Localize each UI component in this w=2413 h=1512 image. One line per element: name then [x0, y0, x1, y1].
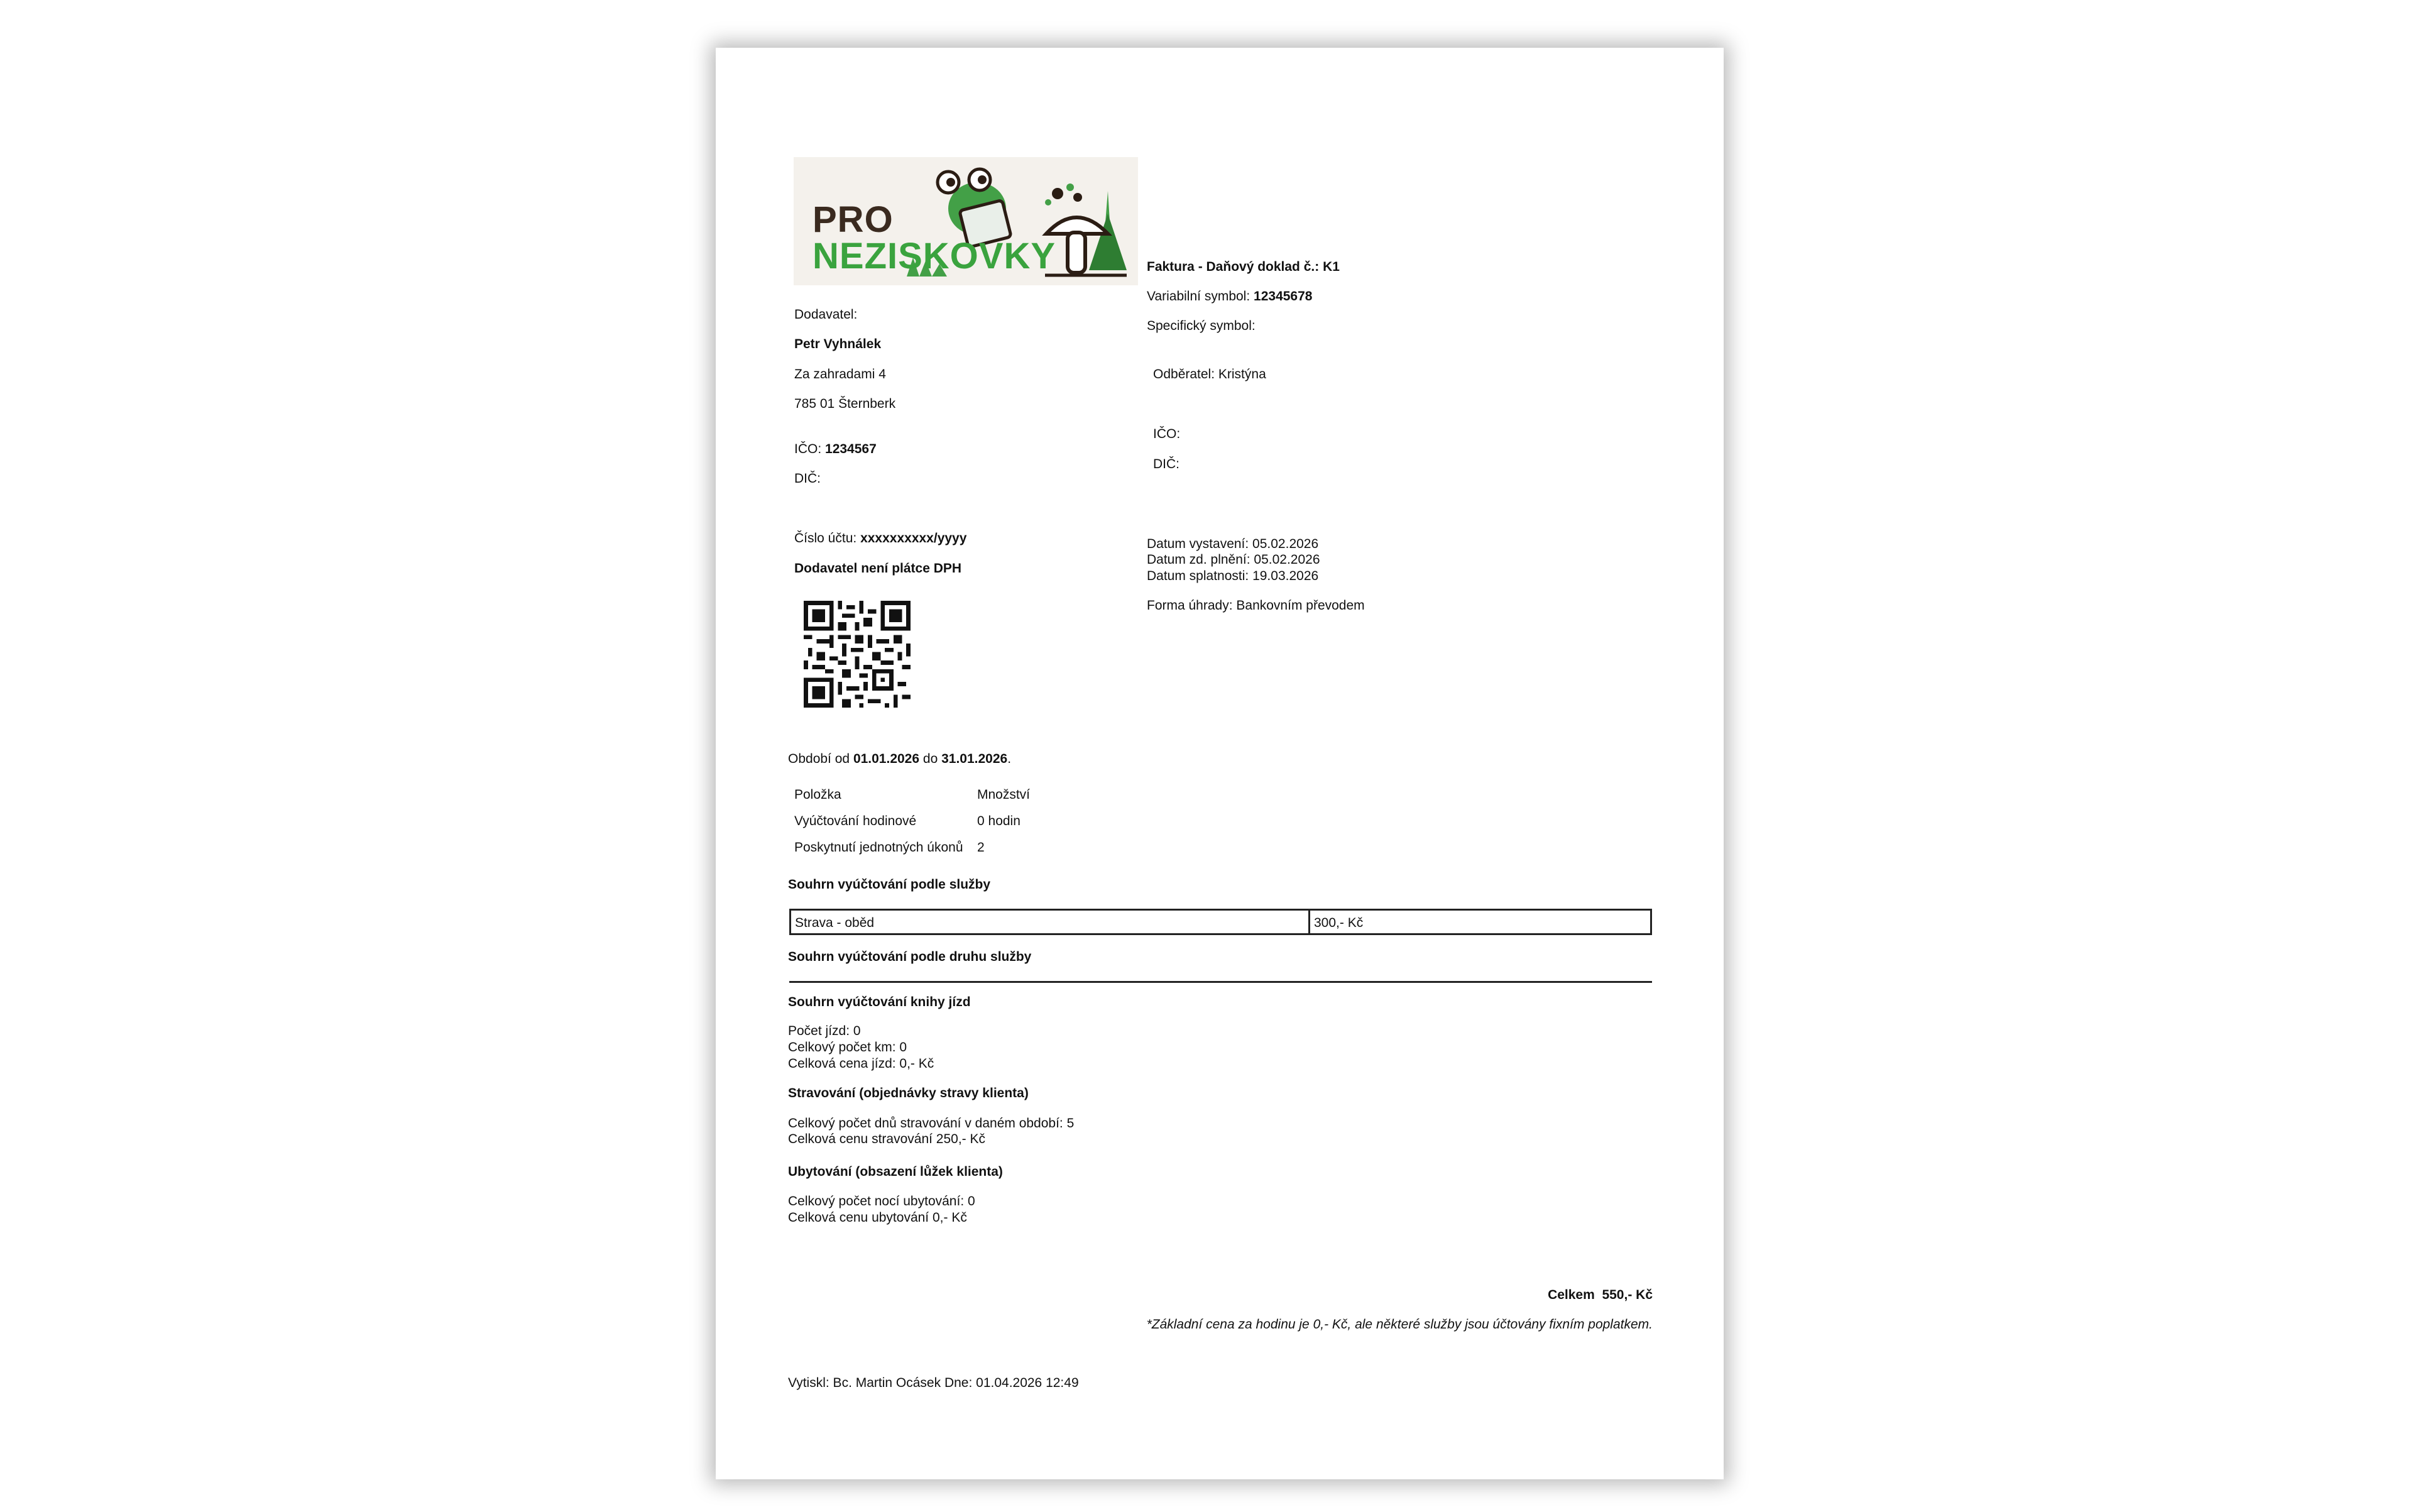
logo-text-neziskovky: NEZISKOVKY: [813, 236, 1056, 277]
variable-symbol: [1147, 289, 1312, 304]
service-name-cell: [791, 911, 1310, 933]
items-row-quantity: 0 hodin: [977, 814, 1020, 828]
meals-days: Celkový počet dnů stravování v daném období: 5: [788, 1116, 1075, 1131]
rides-heading: Souhrn vyúčtování knihy jízd: [788, 995, 971, 1009]
invoice-title: Faktura - Daňový doklad č.: K1: [1147, 260, 1340, 274]
summary-type-heading: Souhrn vyúčtování podle druhu služby: [788, 950, 1032, 964]
lodging-heading: Ubytování (obsazení lůžek klienta): [788, 1164, 1003, 1179]
section-divider: [789, 981, 1652, 983]
organization-logo: [794, 157, 1138, 285]
rides-km: Celkový počet km: 0: [788, 1040, 907, 1055]
supplier-ico-label: IČO:: [794, 442, 822, 456]
summary-service-heading: Souhrn vyúčtování podle služby: [788, 877, 991, 892]
meals-price: Celková cenu stravování 250,- Kč: [788, 1132, 985, 1146]
printed-by: Vytiskl: Bc. Martin Ocásek Dne: 01.04.2026 12:49: [788, 1376, 1079, 1390]
date-issued: Datum vystavení: 05.02.2026: [1147, 537, 1319, 551]
supplier-account-label: Číslo účtu:: [794, 531, 857, 545]
supplier-street: Za zahradami 4: [794, 367, 886, 381]
items-row-name: Poskytnutí jednotných úkonů: [794, 840, 963, 855]
total-amount: [1548, 1288, 1653, 1303]
pricing-note: *Základní cena za hodinu je 0,- Kč, ale některé služby jsou účtovány fixním poplatkem.: [1146, 1317, 1653, 1332]
total-value: 550,- Kč: [1602, 1288, 1653, 1302]
supplier-name: Petr Vyhnálek: [794, 337, 882, 351]
period-prefix: Období od: [788, 752, 850, 766]
period-from: 01.01.2026: [853, 752, 920, 766]
variable-symbol-value: 12345678: [1254, 289, 1313, 304]
supplier-account-value: xxxxxxxxxx/yyyy: [860, 531, 967, 545]
supplier-dic-label: DIČ:: [794, 471, 821, 486]
meals-heading: Stravování (objednávky stravy klienta): [788, 1086, 1029, 1100]
lodging-nights: Celkový počet nocí ubytování: 0: [788, 1194, 975, 1208]
rides-count: Počet jízd: 0: [788, 1024, 861, 1038]
payment-method: Forma úhrady: Bankovním převodem: [1147, 598, 1365, 613]
qr-code: [804, 601, 911, 708]
lodging-price: Celková cenu ubytování 0,- Kč: [788, 1210, 967, 1225]
customer-ico-label: IČO:: [1153, 427, 1181, 441]
items-row-quantity: 2: [977, 840, 985, 855]
items-row-name: Vyúčtování hodinové: [794, 814, 917, 828]
vat-note: Dodavatel není plátce DPH: [794, 561, 962, 576]
billing-period: [788, 752, 1011, 767]
supplier-label: Dodavatel:: [794, 307, 858, 322]
service-name: Strava - oběd: [795, 916, 875, 930]
logo-text-pro: PRO: [813, 199, 894, 240]
customer-dic-label: DIČ:: [1153, 457, 1179, 471]
service-summary-table: [789, 909, 1652, 935]
service-price: 300,- Kč: [1314, 916, 1364, 930]
period-mid: do: [922, 752, 938, 766]
rides-price: Celková cena jízd: 0,- Kč: [788, 1056, 934, 1071]
date-taxable: Datum zd. plnění: 05.02.2026: [1147, 552, 1320, 567]
items-header-item: Položka: [794, 787, 841, 802]
specific-symbol-label: Specifický symbol:: [1147, 319, 1256, 333]
total-label: Celkem: [1548, 1288, 1595, 1302]
supplier-account: [794, 531, 966, 546]
date-due: Datum splatnosti: 19.03.2026: [1147, 569, 1319, 583]
invoice-page: [716, 48, 1724, 1479]
supplier-ico-value: 1234567: [825, 442, 877, 456]
supplier-city: 785 01 Šternberk: [794, 397, 896, 411]
supplier-ico: [794, 442, 877, 457]
customer-label: Odběratel: Kristýna: [1153, 367, 1266, 381]
period-to: 31.01.2026: [941, 752, 1008, 766]
period-suffix: .: [1007, 752, 1012, 766]
items-header-quantity: Množství: [977, 787, 1031, 802]
variable-symbol-label: Variabilní symbol:: [1147, 289, 1250, 304]
